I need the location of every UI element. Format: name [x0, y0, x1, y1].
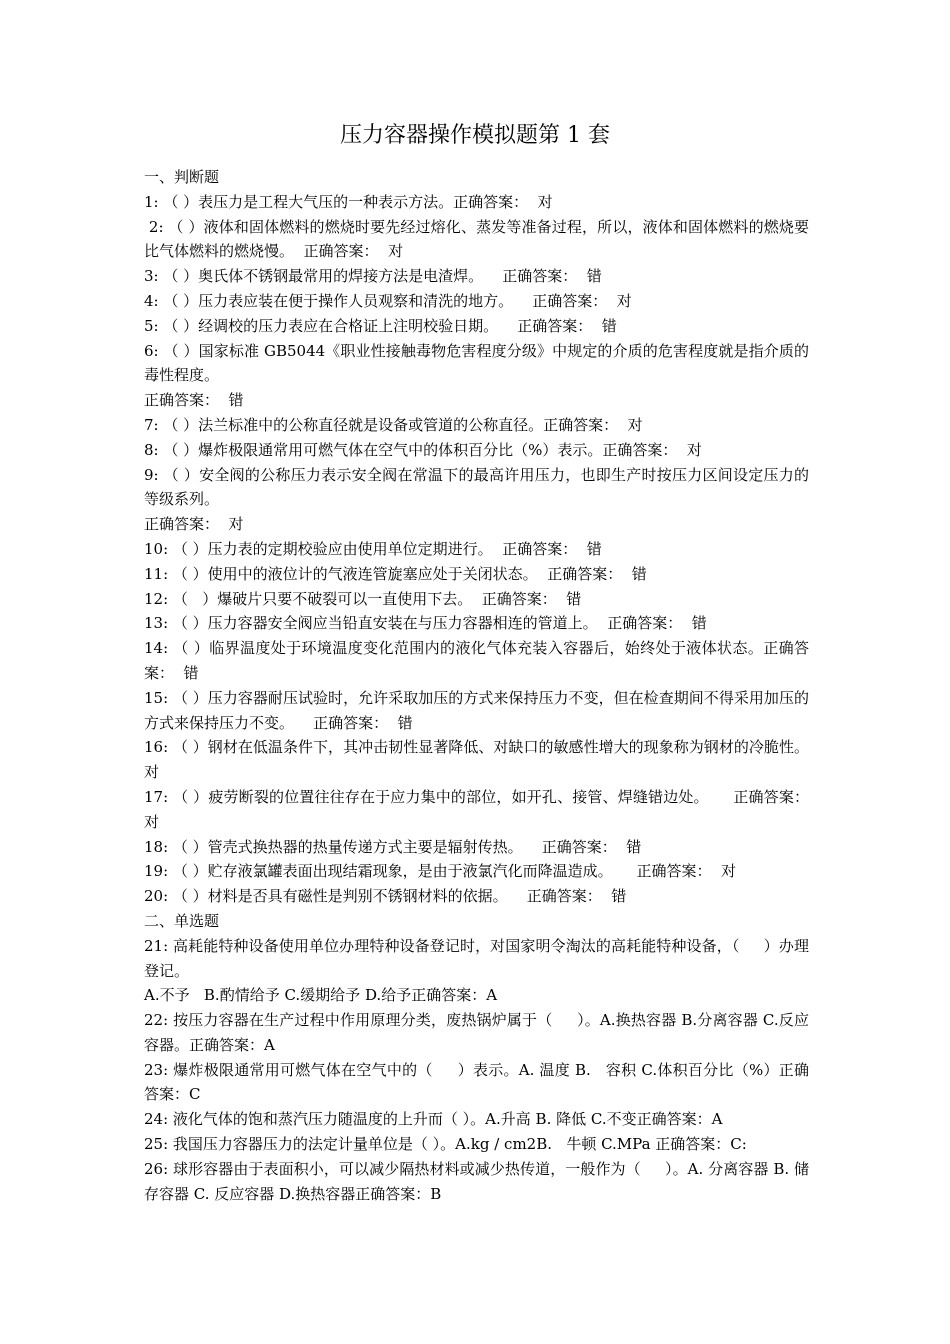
answer-line: 正确答案： 对 [144, 515, 244, 534]
question-item: 12: （ ）爆破片只要不破裂可以一直使用下去。 正确答案： 错 [144, 589, 582, 608]
question-item: 20: （ ）材料是否具有磁性是判别不锈钢材料的依据。 正确答案： 错 [144, 887, 627, 906]
question-item: 10: （ ）压力表的定期校验应由使用单位定期进行。 正确答案： 错 [144, 539, 602, 558]
question-item: 24: 液化气体的饱和蒸汽压力随温度的上升而（ ）。A.升高 B. 降低 C.不变正确答案：A [144, 1110, 723, 1129]
question-item: 18: （ ）管壳式换热器的热量传递方式主要是辐射传热。 正确答案： 错 [144, 837, 642, 856]
document-body [144, 165, 833, 1206]
question-item: 19: （ ）贮存液氯罐表面出现结霜现象，是由于液氯汽化而降温造成。 正确答案： 对 [144, 862, 737, 881]
question-item: 23: 爆炸极限通常用可燃气体在空气中的（ ）表示。A. 温度 B. 容积 C.体积百分比（%）正确答案：C [144, 1060, 809, 1104]
question-item: 5: （ ）经调校的压力表应在合格证上注明校验日期。 正确答案： 错 [144, 316, 617, 335]
page-title: 压力容器操作模拟题第 1 套 [340, 123, 610, 148]
question-item: 25: 我国压力容器压力的法定计量单位是（ ）。A.kg / cm2B. 牛顿 C.MPa 正确答案：C: [144, 1135, 747, 1154]
question-item: 16: （ ）钢材在低温条件下，其冲击韧性显著降低、对缺口的敏感性增大的现象称为钢材的冷脆性。 对 [144, 738, 833, 782]
question-item: 21: 高耗能特种设备使用单位办理特种设备登记时，对国家明令淘汰的高耗能特种设备，（ ）办理登记。 [144, 936, 809, 980]
question-item: 9: （ ）安全阀的公称压力表示安全阀在常温下的最高许用压力，也即生产时按压力区间设定压力的等级系列。 [144, 465, 809, 509]
question-item: 3: （ ）奥氏体不锈钢最常用的焊接方法是电渣焊。 正确答案： 错 [144, 267, 602, 286]
answer-options: A.不予 B.酌情给予 C.缓期给予 D.给予正确答案：A [144, 986, 498, 1005]
question-item: 26: 球形容器由于表面积小，可以减少隔热材料或减少热传道，一般作为（ ）。A. 分离容器 B. 储存容器 C. 反应容器 D.换热容器正确答案：B [144, 1159, 809, 1203]
question-item: 4: （ ）压力表应装在便于操作人员观察和清洗的地方。 正确答案： 对 [144, 291, 632, 310]
question-item: 14: （ ）临界温度处于环境温度变化范围内的液化气体充装入容器后，始终处于液体状态。正确答案： 错 [144, 639, 809, 682]
question-item: 13: （ ）压力容器安全阀应当铅直安装在与压力容器相连的管道上。 正确答案： 错 [144, 614, 707, 633]
question-item: 6: （ ）国家标准 GB5044《职业性接触毒物危害程度分级》中规定的介质的危害程度就是指介质的毒性程度。 [144, 341, 809, 385]
answer-line: 正确答案： 错 [144, 391, 244, 410]
section-heading-judgment: 一、判断题 [144, 168, 220, 186]
question-item: 8: （ ）爆炸极限通常用可燃气体在空气中的体积百分比（%）表示。正确答案： 对 [144, 440, 702, 459]
question-item: 22: 按压力容器在生产过程中作用原理分类，废热锅炉属于（ ）。A.换热容器 B.分离容器 C.反应容器。正确答案：A [144, 1011, 809, 1054]
question-item: 7: （ ）法兰标准中的公称直径就是设备或管道的公称直径。正确答案： 对 [144, 415, 643, 434]
question-item: 15: （ ）压力容器耐压试验时，允许采取加压的方式来保持压力不变，但在检查期间不得采用加压的方式来保持压力不变。 正确答案： 错 [144, 688, 809, 732]
question-item: 11: （ ）使用中的液位计的气液连管旋塞应处于关闭状态。 正确答案： 错 [144, 564, 647, 583]
question-item: 17: （ ）疲劳断裂的位置往往存在于应力集中的部位，如开孔、接管、焊缝错边处。 正确答案： 对 [144, 787, 819, 831]
section-heading-single-choice: 二、单选题 [144, 911, 220, 930]
question-item: 2: （ ）液体和固体燃料的燃烧时要先经过熔化、蒸发等准备过程，所以，液体和固体燃料的燃烧要比气体燃料的燃烧慢。 正确答案： 对 [144, 217, 809, 261]
question-item: 1: （ ）表压力是工程大气压的一种表示方法。正确答案： 对 [144, 192, 553, 211]
